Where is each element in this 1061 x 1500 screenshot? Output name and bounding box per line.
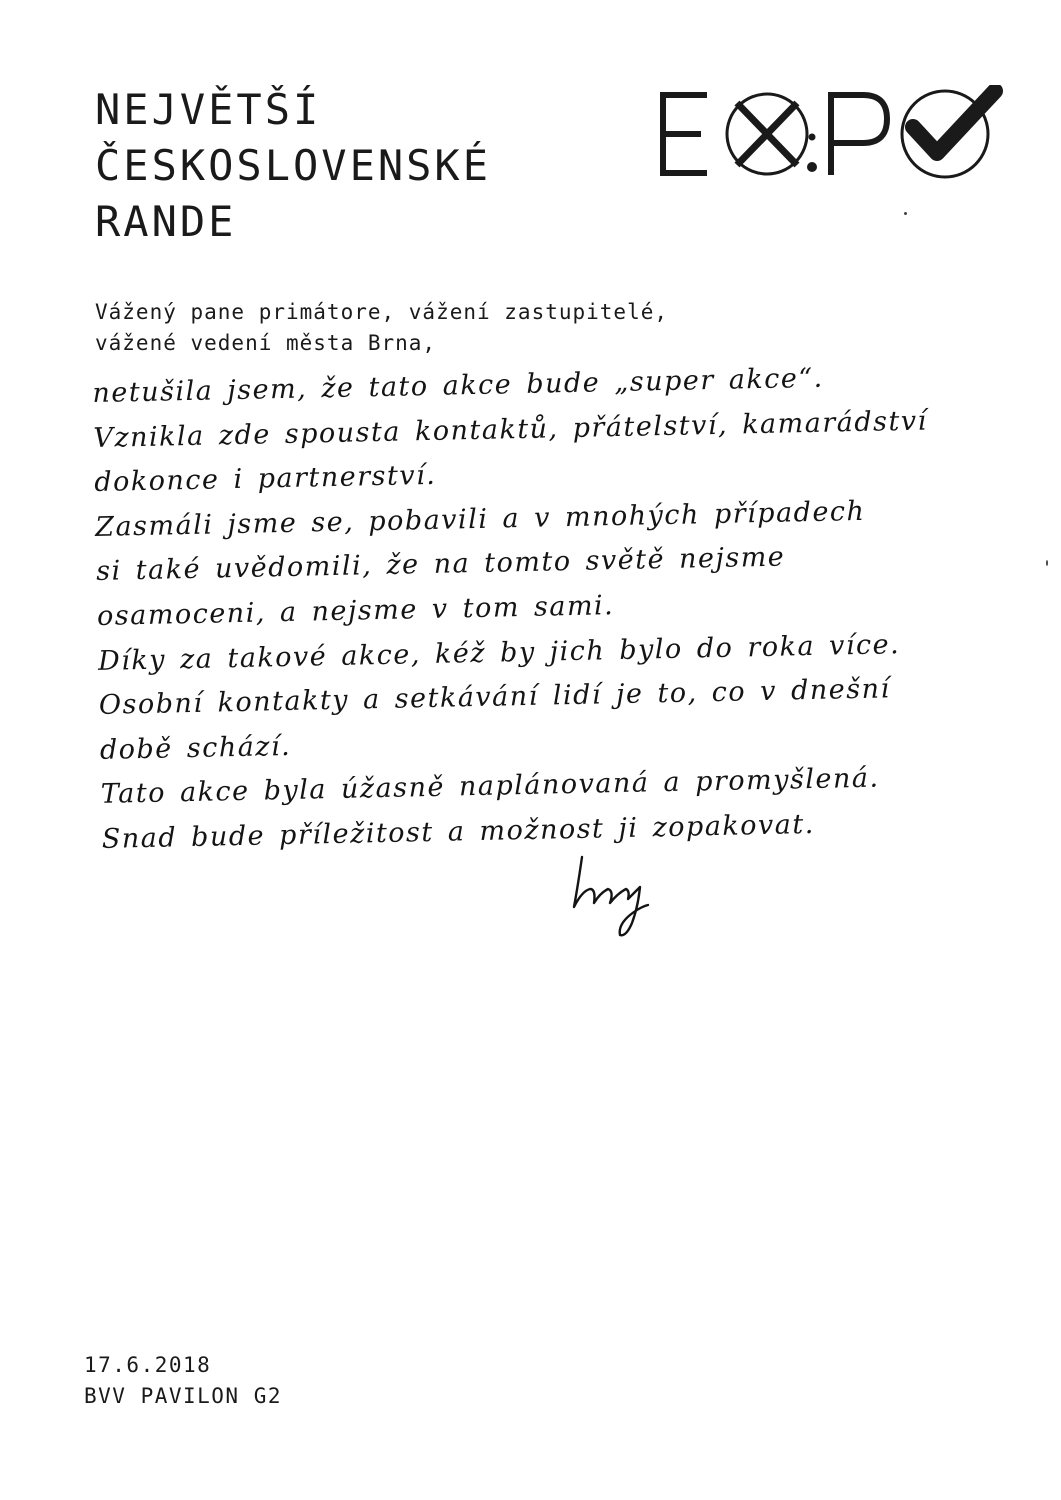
letter-line: Osobní kontakty a setkávání lidí je to, co v dnešní	[98, 673, 891, 722]
letter-line: dokonce i partnerství.	[93, 460, 437, 499]
letter-line: Vznikla zde spousta kontaktů, přátelství, kamarádství	[93, 405, 928, 454]
handwritten-letter-body	[92, 353, 1032, 863]
letter-line: době schází.	[99, 730, 292, 766]
title-line-2: ČESKOSLOVENSKÉ	[95, 141, 492, 190]
letter-line: osamoceni, a nejsme v tom sami.	[96, 590, 615, 632]
scan-speck	[1046, 560, 1048, 566]
expo-logo-graphic	[655, 85, 1005, 185]
signature-scribble	[560, 845, 660, 945]
event-details	[84, 1350, 282, 1412]
letter-line: si také uvědomili, že na tomto světě nejsme	[95, 541, 786, 588]
title-line-1: NEJVĚTŠÍ	[95, 85, 322, 134]
letter-line: Zasmáli jsme se, pobavili a v mnohých případech	[94, 495, 866, 543]
salutation	[95, 297, 668, 359]
letter-line: Díky za takové akce, kéž by jich bylo do roka více.	[97, 628, 901, 677]
handwritten-signature	[560, 845, 660, 945]
event-date: 17.6.2018	[84, 1353, 212, 1377]
letter-line: netušila jsem, že tato akce bude „super akce“.	[92, 362, 825, 409]
scan-speck	[904, 212, 907, 215]
letter-line: Tato akce byla úžasně naplánovaná a promyšlená.	[100, 762, 880, 811]
letter-line: Snad bude příležitost a možnost ji zopakovat.	[101, 808, 816, 855]
event-venue: BVV PAVILON G2	[84, 1384, 283, 1408]
salutation-line-1: Vážený pane primátore, vážení zastupitelé,	[95, 300, 669, 324]
event-title	[95, 82, 491, 250]
salutation-line-2: vážené vedení města Brna,	[95, 331, 437, 355]
expo-logo	[655, 85, 1005, 185]
title-line-3: RANDE	[95, 197, 237, 246]
